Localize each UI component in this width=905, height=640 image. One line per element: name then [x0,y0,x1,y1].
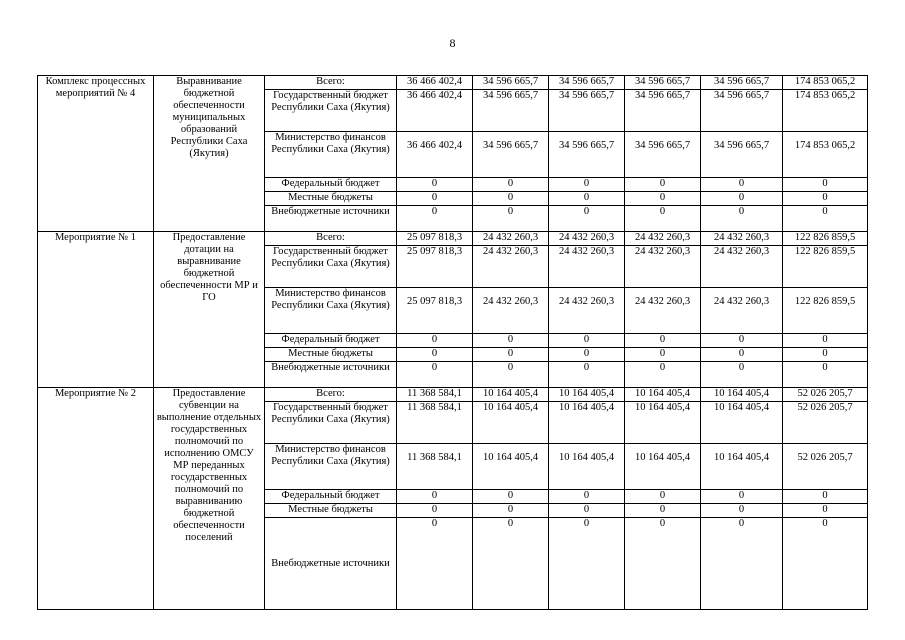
funding-source-label: Всего: [265,388,397,402]
year-value-cell: 34 596 665,7 [473,132,549,178]
table-row [38,388,868,402]
year-value-cell: 10 164 405,4 [701,402,783,444]
activity-description: Предоставление дотации на выравнивание бюджетной обеспеченности МР и ГО [154,232,265,388]
funding-source-label: Внебюджетные источники [265,518,397,610]
year-value-cell: 0 [701,362,783,388]
year-value-cell: 0 [625,504,701,518]
total-value-cell: 0 [783,178,868,192]
year-value-cell: 36 466 402,4 [397,90,473,132]
year-value-cell: 11 368 584,1 [397,388,473,402]
year-value-cell: 0 [397,362,473,388]
table-row [38,76,868,90]
year-value-cell: 0 [549,334,625,348]
year-value-cell: 0 [701,206,783,232]
year-value-cell: 0 [397,504,473,518]
year-value-cell: 10 164 405,4 [701,388,783,402]
year-value-cell: 34 596 665,7 [549,90,625,132]
year-value-cell: 0 [701,178,783,192]
year-value-cell: 34 596 665,7 [701,132,783,178]
year-value-cell: 0 [473,206,549,232]
year-value-cell: 0 [473,348,549,362]
budget-table [37,75,868,610]
year-value-cell: 0 [549,490,625,504]
activity-description: Выравнивание бюджетной обеспеченности муниципальных образований Республики Саха (Якутия) [154,76,265,232]
funding-source-label: Местные бюджеты [265,348,397,362]
total-value-cell: 122 826 859,5 [783,288,868,334]
funding-source-label: Внебюджетные источники [265,206,397,232]
year-value-cell: 24 432 260,3 [549,232,625,246]
year-value-cell: 24 432 260,3 [549,288,625,334]
year-value-cell: 24 432 260,3 [625,232,701,246]
year-value-cell: 24 432 260,3 [473,246,549,288]
year-value-cell: 0 [625,348,701,362]
year-value-cell: 10 164 405,4 [473,402,549,444]
year-value-cell: 0 [473,490,549,504]
year-value-cell: 0 [473,334,549,348]
year-value-cell: 34 596 665,7 [473,76,549,90]
funding-source-label: Министерство финансов Республики Саха (Якутия) [265,288,397,334]
year-value-cell: 25 097 818,3 [397,288,473,334]
total-value-cell: 52 026 205,7 [783,388,868,402]
year-value-cell: 0 [701,334,783,348]
total-value-cell: 52 026 205,7 [783,444,868,490]
year-value-cell: 34 596 665,7 [701,90,783,132]
year-value-cell: 0 [397,206,473,232]
funding-source-label: Государственный бюджет Республики Саха (Якутия) [265,402,397,444]
year-value-cell: 24 432 260,3 [625,288,701,334]
funding-source-label: Государственный бюджет Республики Саха (Якутия) [265,246,397,288]
year-value-cell: 24 432 260,3 [473,232,549,246]
total-value-cell: 0 [783,362,868,388]
year-value-cell: 34 596 665,7 [625,132,701,178]
funding-source-label: Федеральный бюджет [265,490,397,504]
year-value-cell: 11 368 584,1 [397,402,473,444]
funding-source-label: Государственный бюджет Республики Саха (Якутия) [265,90,397,132]
activity-name: Комплекс процессных мероприятий № 4 [38,76,154,232]
total-value-cell: 0 [783,518,868,610]
year-value-cell: 10 164 405,4 [549,402,625,444]
year-value-cell: 0 [549,192,625,206]
year-value-cell: 34 596 665,7 [549,132,625,178]
total-value-cell: 174 853 065,2 [783,132,868,178]
year-value-cell: 25 097 818,3 [397,232,473,246]
year-value-cell: 24 432 260,3 [549,246,625,288]
year-value-cell: 10 164 405,4 [473,388,549,402]
year-value-cell: 10 164 405,4 [625,402,701,444]
funding-source-label: Всего: [265,76,397,90]
year-value-cell: 10 164 405,4 [625,444,701,490]
year-value-cell: 34 596 665,7 [549,76,625,90]
year-value-cell: 0 [549,504,625,518]
year-value-cell: 0 [625,518,701,610]
year-value-cell: 10 164 405,4 [625,388,701,402]
activity-name: Мероприятие № 1 [38,232,154,388]
table-body [38,76,868,610]
total-value-cell: 0 [783,334,868,348]
year-value-cell: 0 [625,362,701,388]
year-value-cell: 0 [625,206,701,232]
year-value-cell: 0 [625,334,701,348]
year-value-cell: 0 [625,490,701,504]
activity-name: Мероприятие № 2 [38,388,154,610]
year-value-cell: 36 466 402,4 [397,132,473,178]
total-value-cell: 122 826 859,5 [783,232,868,246]
year-value-cell: 0 [397,518,473,610]
total-value-cell: 0 [783,490,868,504]
year-value-cell: 0 [397,192,473,206]
year-value-cell: 0 [549,518,625,610]
page-number: 8 [449,36,456,50]
year-value-cell: 0 [549,348,625,362]
year-value-cell: 10 164 405,4 [549,388,625,402]
total-value-cell: 0 [783,504,868,518]
year-value-cell: 10 164 405,4 [473,444,549,490]
funding-source-label: Всего: [265,232,397,246]
total-value-cell: 0 [783,206,868,232]
year-value-cell: 0 [397,334,473,348]
year-value-cell: 0 [549,206,625,232]
total-value-cell: 0 [783,192,868,206]
year-value-cell: 36 466 402,4 [397,76,473,90]
year-value-cell: 0 [701,490,783,504]
year-value-cell: 10 164 405,4 [549,444,625,490]
activity-description: Предоставление субвенции на выполнение отдельных государственных полномочий по исполнению ОМСУ МР переданных государственных полномочий по выравниванию бюджетной обеспеченности поселений [154,388,265,610]
total-value-cell: 0 [783,348,868,362]
year-value-cell: 0 [473,362,549,388]
year-value-cell: 0 [701,348,783,362]
funding-source-label: Министерство финансов Республики Саха (Якутия) [265,444,397,490]
year-value-cell: 0 [549,362,625,388]
year-value-cell: 0 [701,192,783,206]
total-value-cell: 174 853 065,2 [783,90,868,132]
total-value-cell: 122 826 859,5 [783,246,868,288]
year-value-cell: 34 596 665,7 [625,90,701,132]
year-value-cell: 0 [473,192,549,206]
year-value-cell: 0 [625,178,701,192]
funding-source-label: Федеральный бюджет [265,178,397,192]
year-value-cell: 0 [549,178,625,192]
table-row [38,232,868,246]
funding-source-label: Местные бюджеты [265,192,397,206]
year-value-cell: 10 164 405,4 [701,444,783,490]
year-value-cell: 34 596 665,7 [701,76,783,90]
year-value-cell: 0 [397,490,473,504]
year-value-cell: 0 [397,178,473,192]
total-value-cell: 174 853 065,2 [783,76,868,90]
year-value-cell: 0 [473,504,549,518]
year-value-cell: 0 [625,192,701,206]
year-value-cell: 34 596 665,7 [625,76,701,90]
funding-source-label: Федеральный бюджет [265,334,397,348]
year-value-cell: 24 432 260,3 [701,246,783,288]
year-value-cell: 34 596 665,7 [473,90,549,132]
year-value-cell: 25 097 818,3 [397,246,473,288]
year-value-cell: 24 432 260,3 [625,246,701,288]
year-value-cell: 11 368 584,1 [397,444,473,490]
year-value-cell: 0 [701,518,783,610]
funding-source-label: Внебюджетные источники [265,362,397,388]
year-value-cell: 24 432 260,3 [473,288,549,334]
year-value-cell: 0 [397,348,473,362]
year-value-cell: 24 432 260,3 [701,288,783,334]
total-value-cell: 52 026 205,7 [783,402,868,444]
year-value-cell: 0 [473,518,549,610]
funding-source-label: Министерство финансов Республики Саха (Якутия) [265,132,397,178]
year-value-cell: 24 432 260,3 [701,232,783,246]
year-value-cell: 0 [473,178,549,192]
funding-source-label: Местные бюджеты [265,504,397,518]
year-value-cell: 0 [701,504,783,518]
